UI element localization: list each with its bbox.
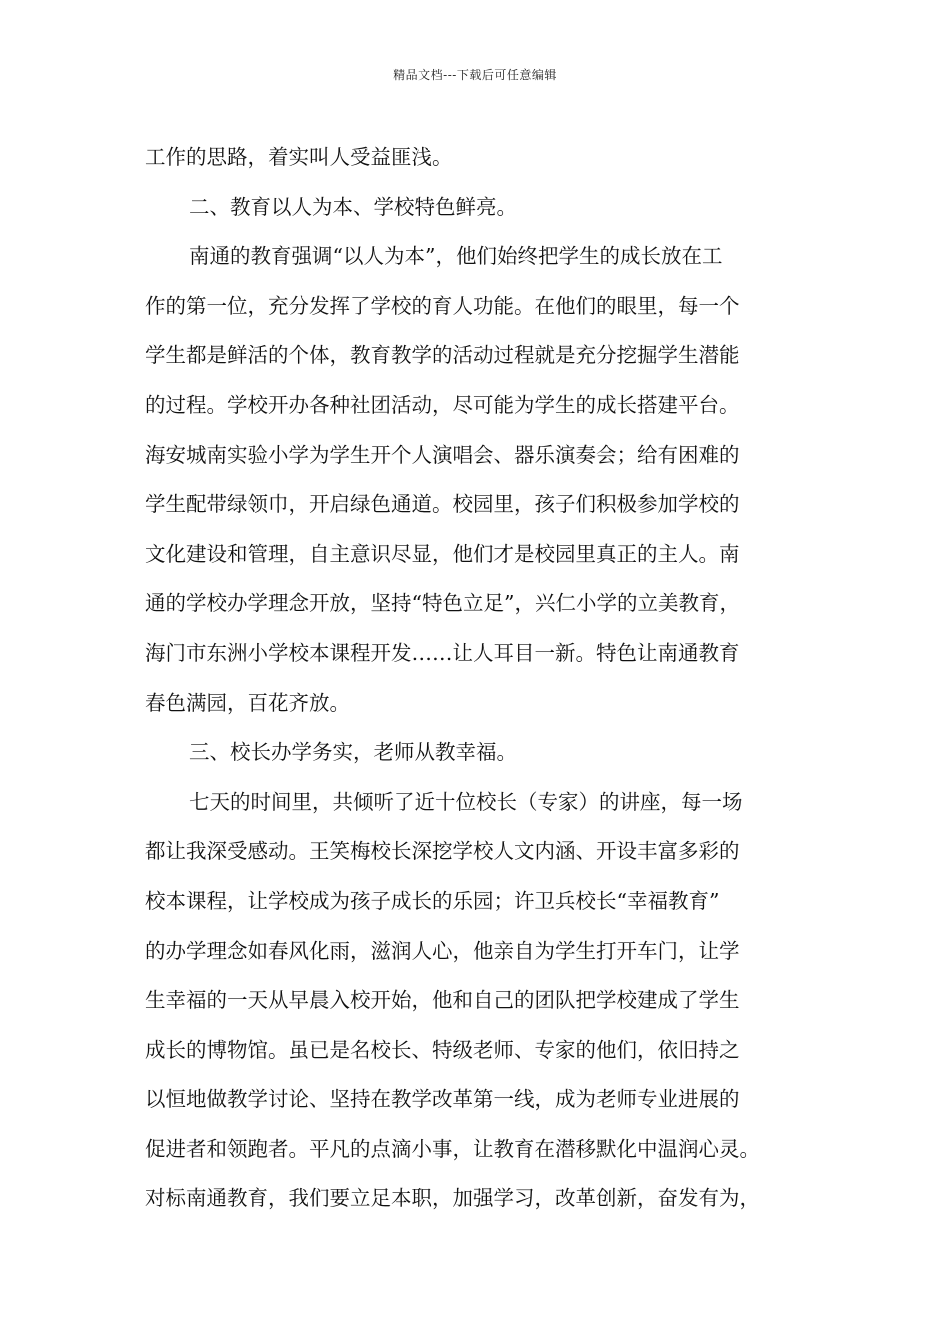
text-line: 学生都是鲜活的个体，教育教学的活动过程就是充分挖掘学生潜能 [145, 343, 740, 368]
document-body [145, 133, 835, 1224]
text-line: 七天的时间里，共倾听了近十位校长（专家）的讲座，每一场 [189, 789, 743, 814]
text-line: 海安城南实验小学为学生开个人演唱会、器乐演奏会；给有困难的 [145, 442, 740, 467]
page-header: 精品文档---下载后可任意编辑 [393, 68, 557, 82]
text-line: 对标南通教育，我们要立足本职，加强学习，改革创新，奋发有为， [145, 1186, 760, 1211]
text-line: 学生配带绿领巾，开启绿色通道。校园里，孩子们积极参加学校的 [145, 492, 740, 517]
text-line: 工作的思路，着实叫人受益匪浅。 [145, 145, 453, 169]
text-line: 春色满园，百花齐放。 [145, 690, 350, 715]
text-line: 二、教育以人为本、学校特色鲜亮。 [189, 194, 517, 219]
text-line: 的办学理念如春风化雨，滋润人心，他亲自为学生打开车门，让学 [145, 938, 740, 963]
text-line: 三、校长办学务实，老师从教幸福。 [189, 740, 517, 765]
text-line: 都让我深受感动。王笑梅校长深挖学校人文内涵、开设丰富多彩的 [145, 839, 740, 864]
text-line: 成长的博物馆。虽已是名校长、特级老师、专家的他们，依旧持之 [145, 1037, 740, 1062]
text-line: 南通的教育强调“以人为本”，他们始终把学生的成长放在工 [189, 244, 723, 269]
text-line: 生幸福的一天从早晨入校开始，他和自己的团队把学校建成了学生 [145, 988, 740, 1013]
text-line: 海门市东洲小学校本课程开发……让人耳目一新。特色让南通教育 [145, 640, 740, 665]
text-line: 的过程。学校开办各种社团活动，尽可能为学生的成长搭建平台。 [145, 392, 740, 417]
text-line: 作的第一位，充分发挥了学校的育人功能。在他们的眼里，每一个 [145, 293, 740, 318]
text-line: 通的学校办学理念开放，坚持“特色立足”，兴仁小学的立美教育， [145, 591, 740, 616]
text-line: 促进者和领跑者。平凡的点滴小事，让教育在潜移默化中温润心灵。 [145, 1136, 760, 1161]
text-line: 校本课程，让学校成为孩子成长的乐园；许卫兵校长“幸福教育” [145, 888, 720, 913]
text-line: 文化建设和管理，自主意识尽显，他们才是校园里真正的主人。南 [145, 541, 740, 566]
text-line: 以恒地做教学讨论、坚持在教学改革第一线，成为老师专业进展的 [145, 1087, 740, 1112]
